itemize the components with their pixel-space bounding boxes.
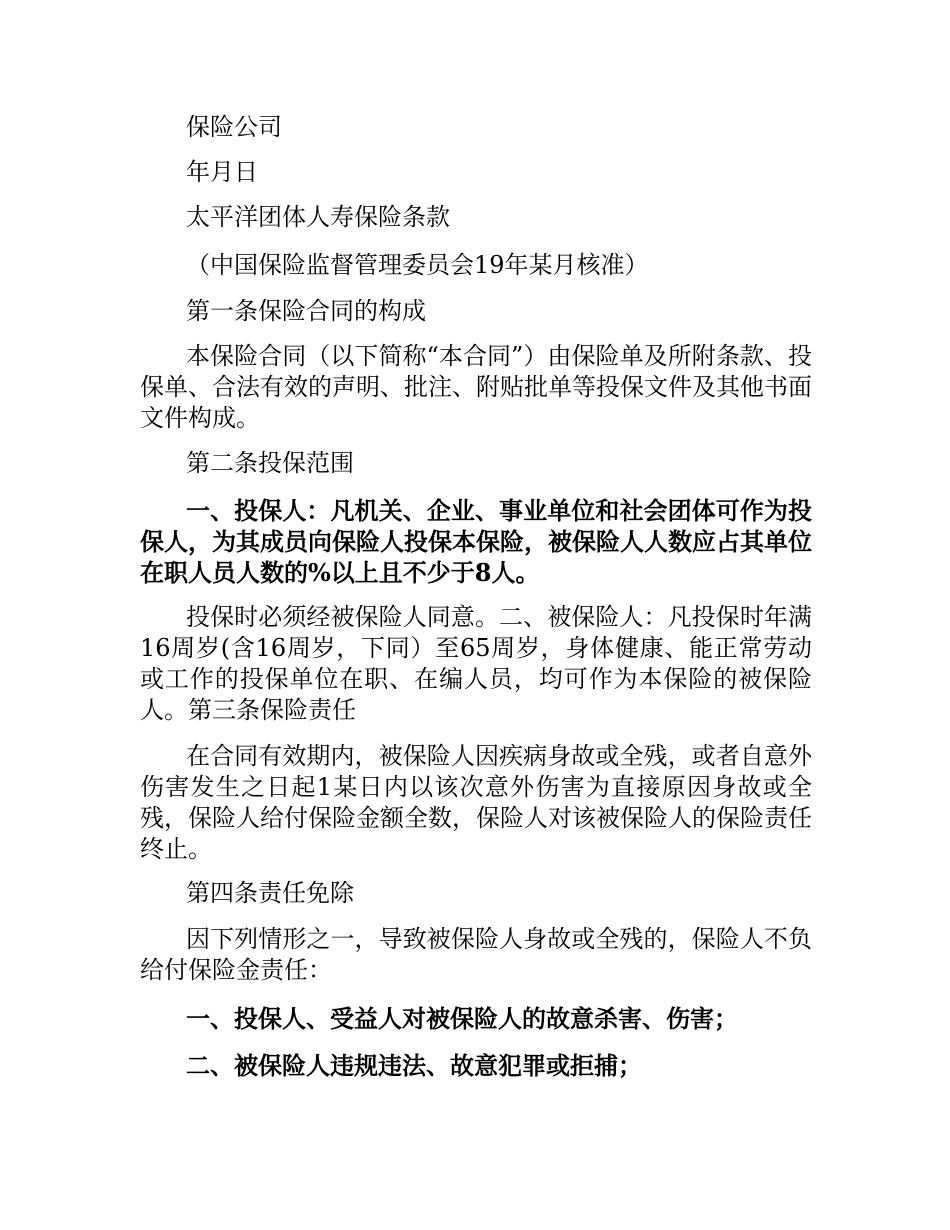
- document-title: 太平洋团体人寿保险条款: [186, 203, 450, 231]
- article-4-clause-2: 二、被保险人违规违法、故意犯罪或拒捕；: [186, 1051, 642, 1080]
- article-2-heading: 第二条投保范围: [186, 449, 354, 477]
- article-4-clause-1: 一、投保人、受益人对被保险人的故意杀害、伤害；: [186, 1004, 738, 1033]
- date-line: 年月日: [186, 158, 258, 186]
- article-1-body: 本保险合同（以下简称“本合同”）由保险单及所附条款、投保单、合法有效的声明、批注、附贴批单等投保文件及其他书面文件构成。: [140, 342, 812, 432]
- article-4-heading: 第四条责任免除: [186, 879, 354, 907]
- approval-note: （中国保险监督管理委员会19年某月核准）: [186, 251, 649, 279]
- company-line: 保险公司: [186, 113, 282, 141]
- article-2-clause-2: 投保时必须经被保险人同意。二、被保险人：凡投保时年满16周岁(含16周岁，下同）至65周岁，身体健康、能正常劳动或工作的投保单位在职、在编人员，均可作为本保险的被保险人。第三条保险责任: [140, 603, 812, 724]
- article-1-heading: 第一条保险合同的构成: [186, 297, 426, 325]
- article-2-clause-1: 一、投保人：凡机关、企业、事业单位和社会团体可作为投保人，为其成员向保险人投保本保险，被保险人人数应占其单位在职人员人数的%以上且不少于8人。: [140, 496, 812, 587]
- article-3-body: 在合同有效期内，被保险人因疾病身故或全残，或者自意外伤害发生之日起1某日内以该次意外伤害为直接原因身故或全残，保险人给付保险金额全数，保险人对该被保险人的保险责任终止。: [140, 742, 812, 863]
- article-4-body: 因下列情形之一，导致被保险人身故或全残的，保险人不负给付保险金责任：: [140, 925, 812, 984]
